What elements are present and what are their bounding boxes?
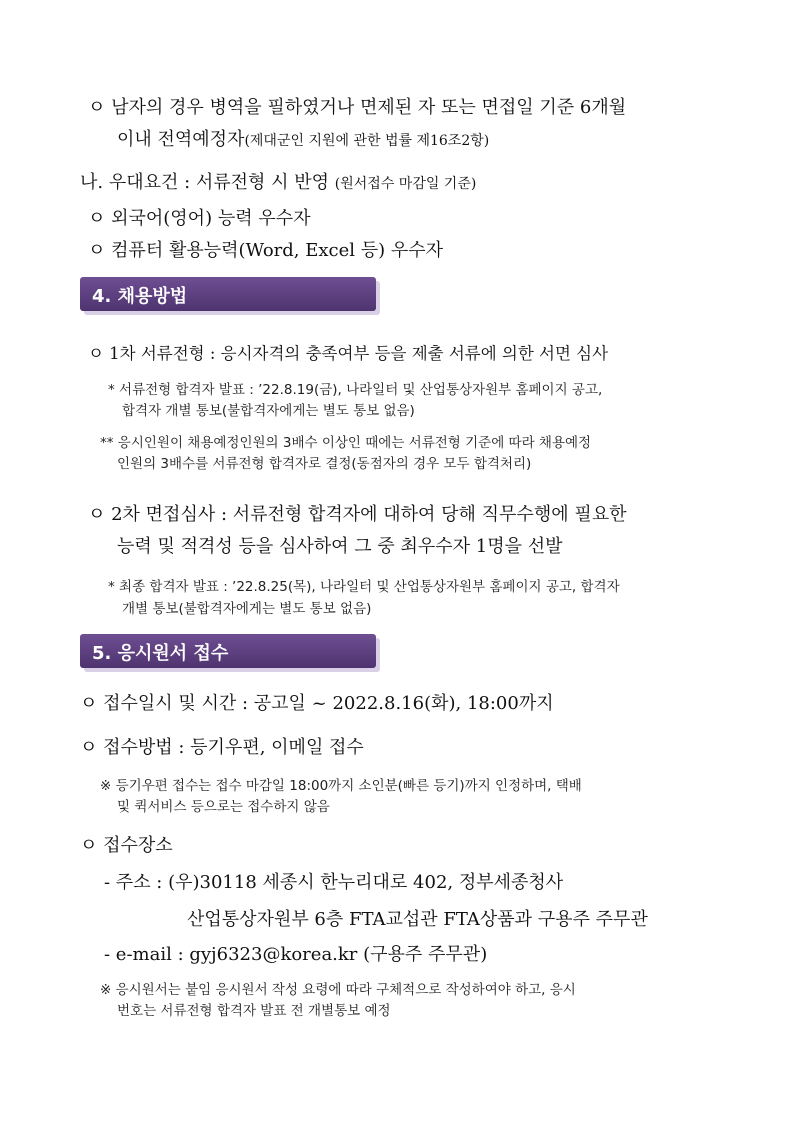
first-screening-note-1b: 합격자 개별 통보(불합격자에게는 별도 통보 없음) <box>122 403 415 419</box>
discharge-text: 이내 전역예정자 <box>117 129 245 150</box>
address-line-2: 산업통상자원부 6층 FTA교섭관 FTA상품과 구용주 주무관 <box>187 909 648 930</box>
foreign-language-item: ㅇ 외국어(영어) 능력 우수자 <box>88 208 311 229</box>
section-5-header <box>80 634 376 668</box>
section-5-title: 5. 응시원서 접수 <box>92 643 229 664</box>
preference-heading <box>80 168 476 194</box>
receipt-method: ㅇ 접수방법 : 등기우편, 이메일 접수 <box>80 737 364 758</box>
receipt-place: ㅇ 접수장소 <box>80 835 173 856</box>
military-requirement-line-2 <box>117 125 489 151</box>
receipt-note-b: 및 퀵서비스 등으로는 접수하지 않음 <box>117 799 330 815</box>
application-note-b: 번호는 서류전형 합격자 발표 전 개별통보 예정 <box>117 1003 391 1019</box>
final-note-a: * 최종 합격자 발표 : ’22.8.25(목), 나라일터 및 산업통상자원부 홈페이지 공고, 합격자 <box>108 579 620 595</box>
military-requirement-line: ㅇ 남자의 경우 병역을 필하였거나 면제된 자 또는 면접일 기준 6개월 <box>88 97 627 118</box>
first-screening-note-1a: * 서류전형 합격자 발표 : ’22.8.19(금), 나라일터 및 산업통상자원부 홈페이지 공고, <box>108 382 603 398</box>
computer-skill-item: ㅇ 컴퓨터 활용능력(Word, Excel 등) 우수자 <box>88 240 444 261</box>
law-reference: (제대군인 지원에 관한 법률 제16조2항) <box>244 133 490 149</box>
first-screening: ㅇ 1차 서류전형 : 응시자격의 충족여부 등을 제출 서류에 의한 서면 심사 <box>88 344 609 363</box>
first-screening-note-2b: 인원의 3배수를 서류전형 합격자로 결정(동점자의 경우 모두 합격처리) <box>117 456 532 472</box>
email-line: - e-mail : gyj6323@korea.kr (구용주 주무관) <box>104 944 488 965</box>
second-interview: ㅇ 2차 면접심사 : 서류전형 합격자에 대하여 당해 직무수행에 필요한 <box>88 504 627 525</box>
section-4-header <box>80 277 376 311</box>
preference-text: 나. 우대요건 : 서류전형 시 반영 <box>80 172 335 193</box>
application-note-a: ※ 응시원서는 붙임 응시원서 작성 요령에 따라 구체적으로 작성하여야 하고, 응시 <box>100 982 576 998</box>
final-note-b: 개별 통보(불합격자에게는 별도 통보 없음) <box>122 601 372 617</box>
first-screening-note-2a: ** 응시인원이 채용예정인원의 3배수 이상인 때에는 서류전형 기준에 따라 채용예정 <box>100 435 592 451</box>
address-line-1: - 주소 : (우)30118 세종시 한누리대로 402, 정부세종청사 <box>104 872 564 893</box>
preference-basis: (원서접수 마감일 기준) <box>334 176 477 192</box>
section-4-title: 4. 채용방법 <box>92 286 188 307</box>
second-interview-2: 능력 및 적격성 등을 심사하여 그 중 최우수자 1명을 선발 <box>117 536 563 557</box>
receipt-note-a: ※ 등기우편 접수는 접수 마감일 18:00까지 소인분(빠른 등기)까지 인정하며, 택배 <box>100 778 582 794</box>
receipt-period: ㅇ 접수일시 및 시간 : 공고일 ~ 2022.8.16(화), 18:00까지 <box>80 693 554 714</box>
